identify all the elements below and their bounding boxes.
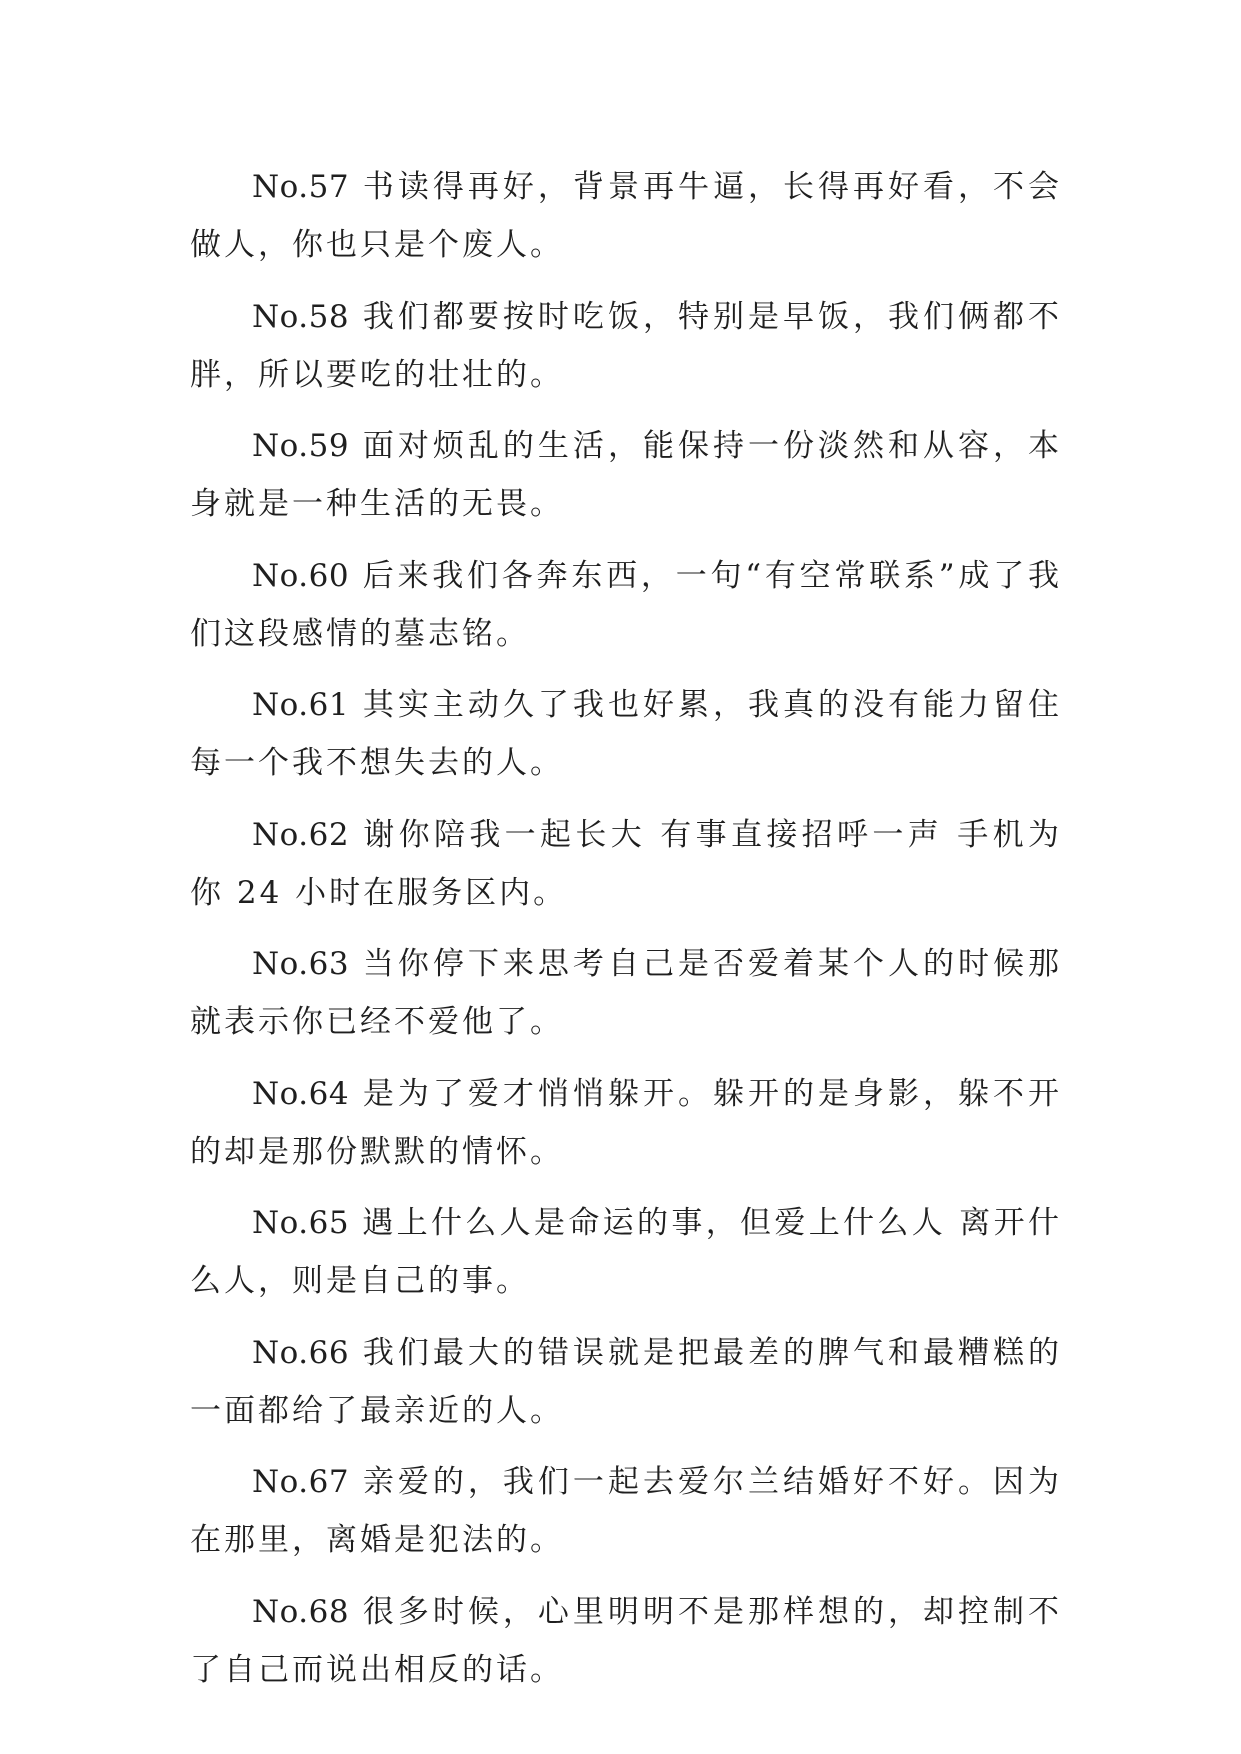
quote-number: No.64 [252, 1075, 350, 1112]
quote-text: 谢你陪我一起长大 有事直接招呼一声 手机为你 24 小时在服务区内。 [190, 816, 1062, 911]
quote-paragraph [190, 1324, 1062, 1440]
quote-number: No.60 [252, 557, 350, 594]
quote-text: 是为了爱才悄悄躲开。躲开的是身影，躲不开的却是那份默默的情怀。 [190, 1075, 1062, 1170]
quote-paragraph [190, 288, 1062, 404]
quote-paragraph [190, 935, 1062, 1051]
quote-number: No.59 [252, 428, 350, 464]
quote-text: 很多时候，心里明明不是那样想的，却控制不了自己而说出相反的话。 [190, 1593, 1062, 1688]
quote-text: 当你停下来思考自己是否爱着某个人的时候那就表示你已经不爱他了。 [190, 946, 1062, 1040]
quote-paragraph [190, 417, 1062, 533]
quote-text: 面对烦乱的生活，能保持一份淡然和从容，本身就是一种生活的无畏。 [190, 428, 1062, 522]
quote-paragraph [190, 1583, 1062, 1699]
quote-text: 其实主动久了我也好累，我真的没有能力留住每一个我不想失去的人。 [190, 687, 1062, 781]
quote-text: 遇上什么人是命运的事，但爱上什么人 离开什么人，则是自己的事。 [190, 1205, 1062, 1299]
quote-text: 书读得再好，背景再牛逼，长得再好看，不会做人，你也只是个废人。 [190, 169, 1062, 263]
quote-text: 后来我们各奔东西，一句“有空常联系”成了我们这段感情的墓志铭。 [190, 557, 1062, 652]
quote-number: No.57 [252, 169, 350, 205]
quote-number: No.68 [252, 1593, 350, 1630]
quote-number: No.62 [252, 816, 350, 853]
quote-paragraph [190, 547, 1062, 663]
quote-number: No.65 [252, 1205, 350, 1241]
quote-paragraph [190, 676, 1062, 792]
quote-number: No.58 [252, 298, 350, 335]
quote-text: 我们最大的错误就是把最差的脾气和最糟糕的一面都给了最亲近的人。 [190, 1334, 1062, 1429]
quote-paragraph [190, 1453, 1062, 1569]
quote-paragraph [190, 158, 1062, 274]
quote-number: No.67 [252, 1464, 350, 1500]
quote-number: No.63 [252, 946, 350, 982]
quote-paragraph [190, 806, 1062, 922]
quote-number: No.61 [252, 687, 350, 723]
quote-paragraph [190, 1065, 1062, 1181]
document-body [190, 158, 1062, 1712]
quote-text: 亲爱的，我们一起去爱尔兰结婚好不好。因为在那里，离婚是犯法的。 [190, 1464, 1062, 1558]
quote-number: No.66 [252, 1334, 350, 1371]
quote-text: 我们都要按时吃饭，特别是早饭，我们俩都不胖，所以要吃的壮壮的。 [190, 298, 1062, 393]
quote-paragraph [190, 1194, 1062, 1310]
